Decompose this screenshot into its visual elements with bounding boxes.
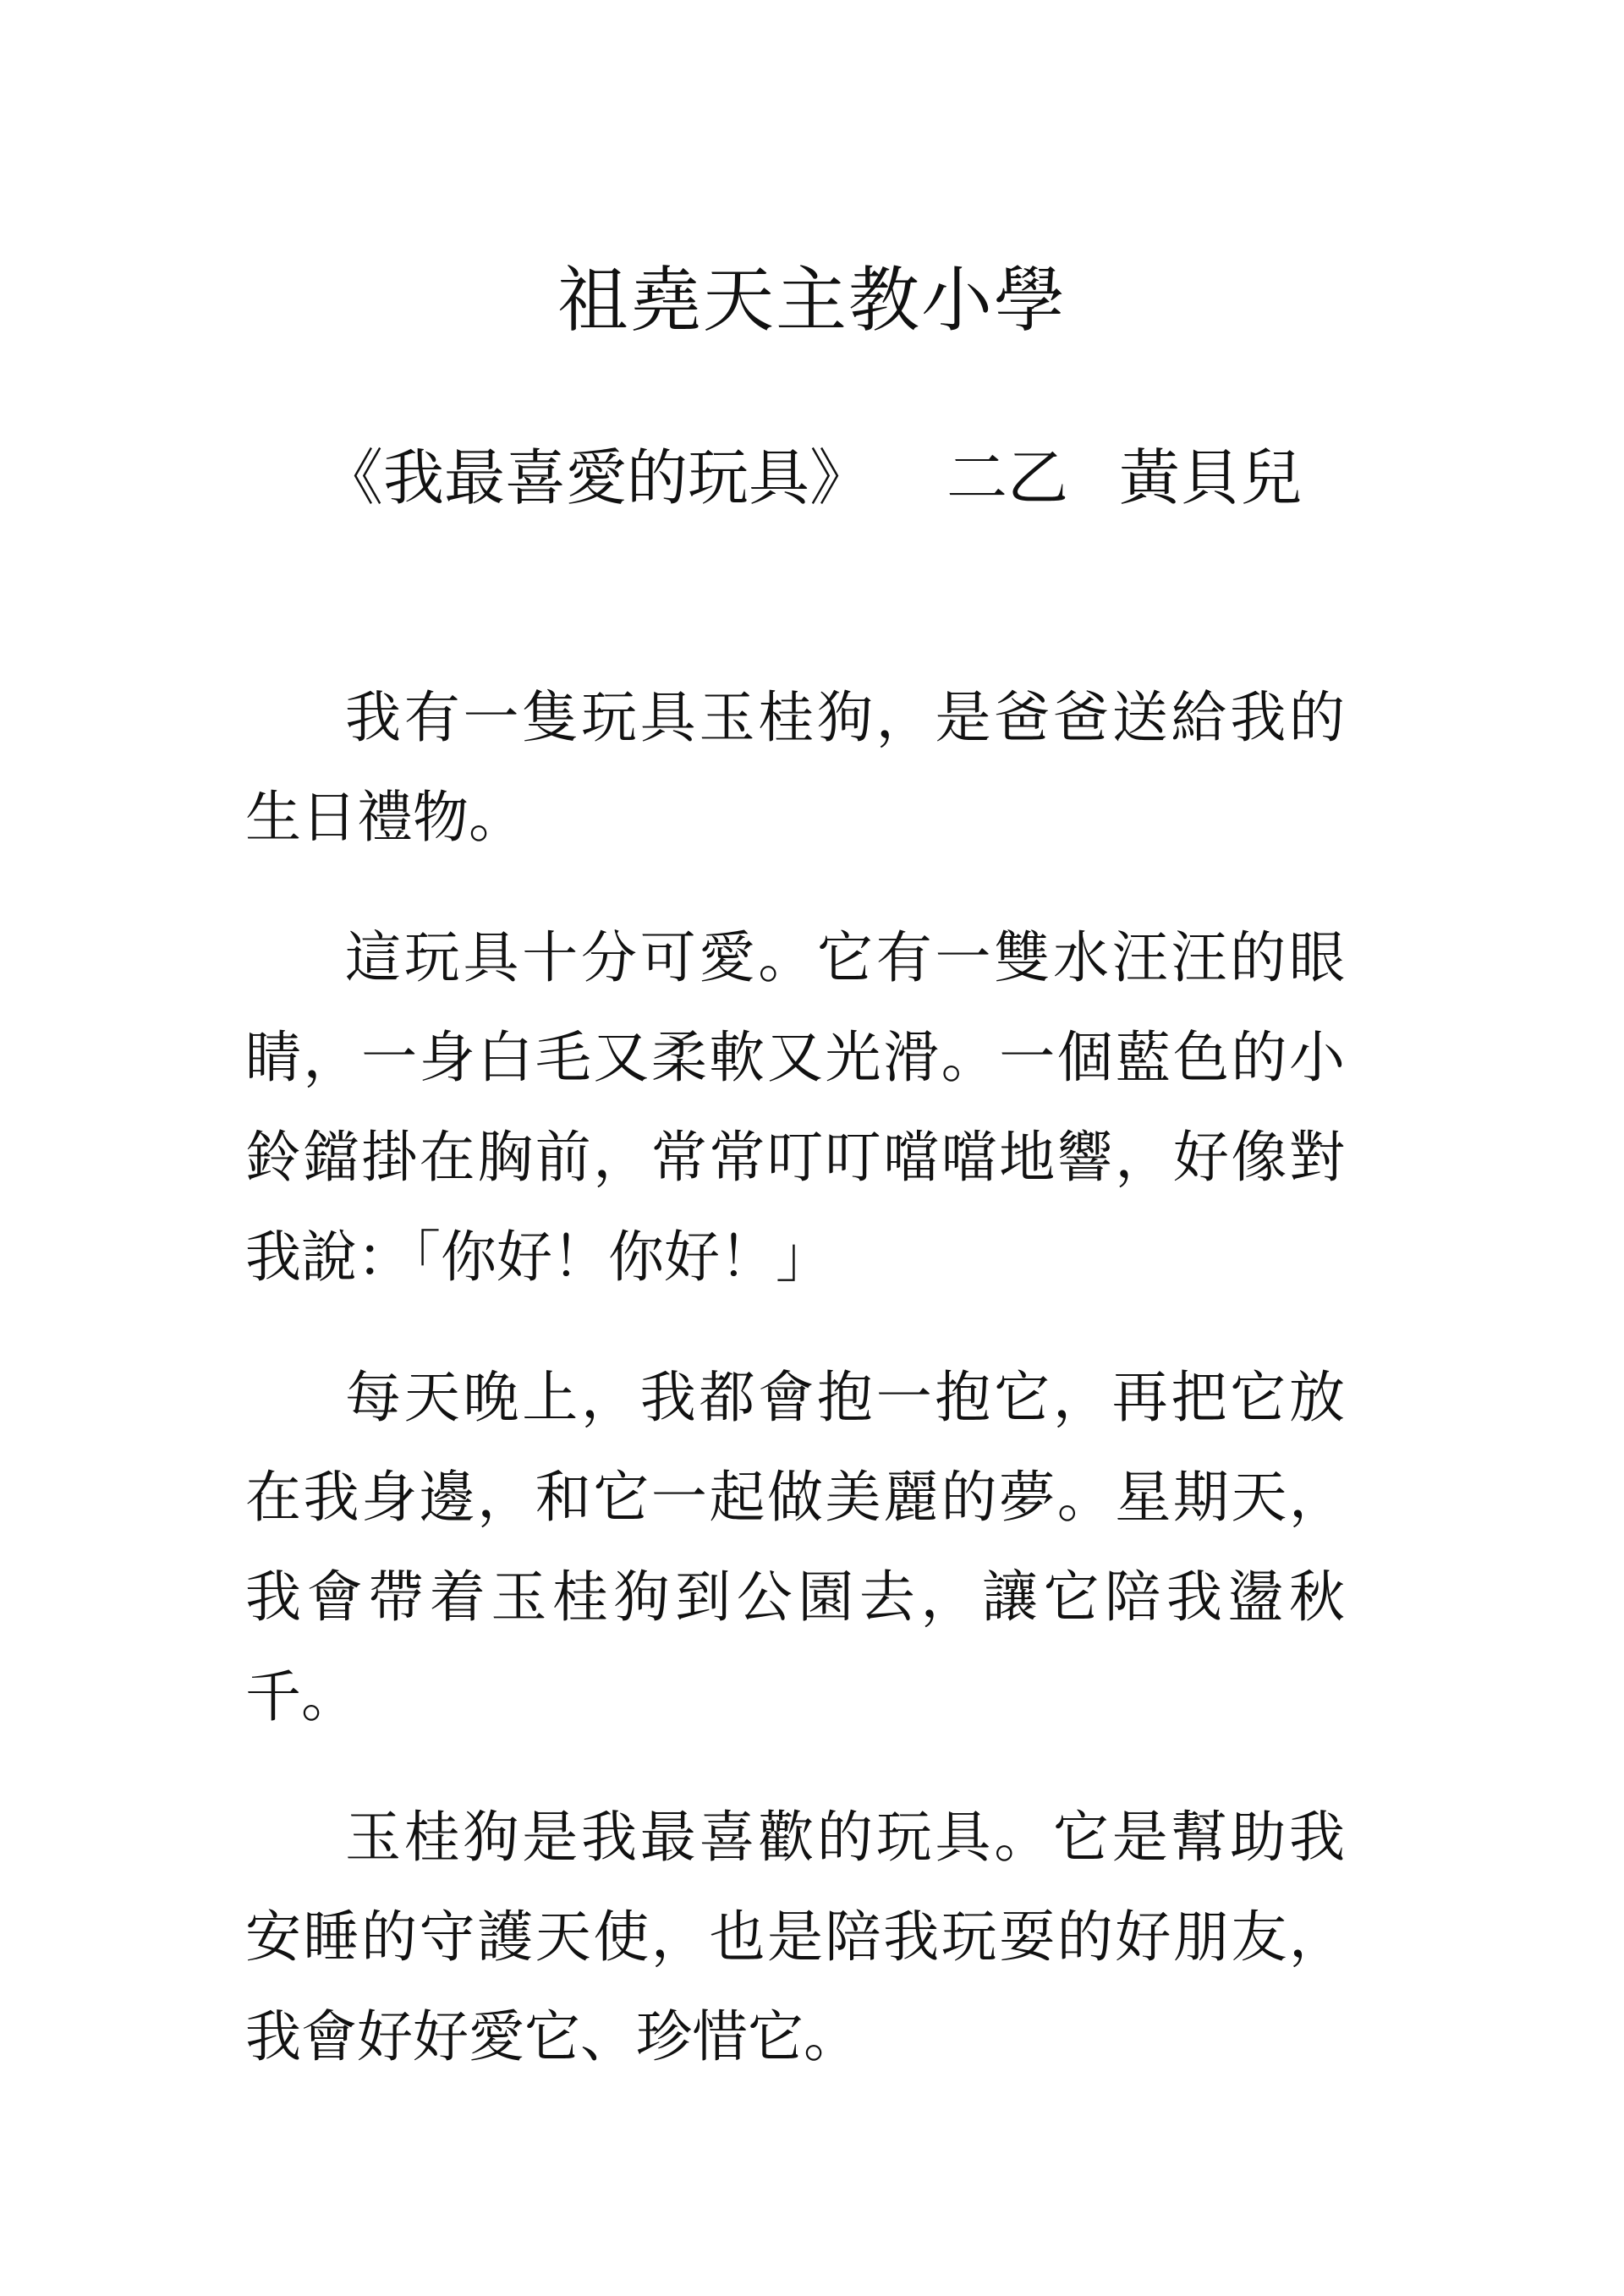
essay-paragraph: 我有一隻玩具玉桂狗，是爸爸送給我的生日禮物。 [245,685,1345,850]
essay-paragraph: 玉桂狗是我最喜歡的玩具。它是幫助我安睡的守護天使，也是陪我玩耍的好朋友，我會好好愛它、珍惜它。 [245,1805,1345,2069]
class-name: 二乙 [946,442,1068,513]
essay-body [245,668,1345,2128]
essay-paragraph: 每天晚上，我都會抱一抱它，再把它放在我身邊，和它一起做美麗的夢。星期天，我會帶着玉桂狗到公園去，讓它陪我盪秋千。 [245,1365,1345,1729]
essay-heading [0,436,1624,520]
essay-title: 《我最喜愛的玩具》 [321,442,870,513]
essay-paragraph: 這玩具十分可愛。它有一雙水汪汪的眼睛，一身白毛又柔軟又光滑。一個藍色的小鈴鐺掛在胸前，常常叮叮噹噹地響，好像對我說：「你好！你好！」 [245,925,1345,1290]
school-name: 祖堯天主教小學 [557,259,1067,342]
author-name: 黃貝兒 [1119,442,1303,513]
